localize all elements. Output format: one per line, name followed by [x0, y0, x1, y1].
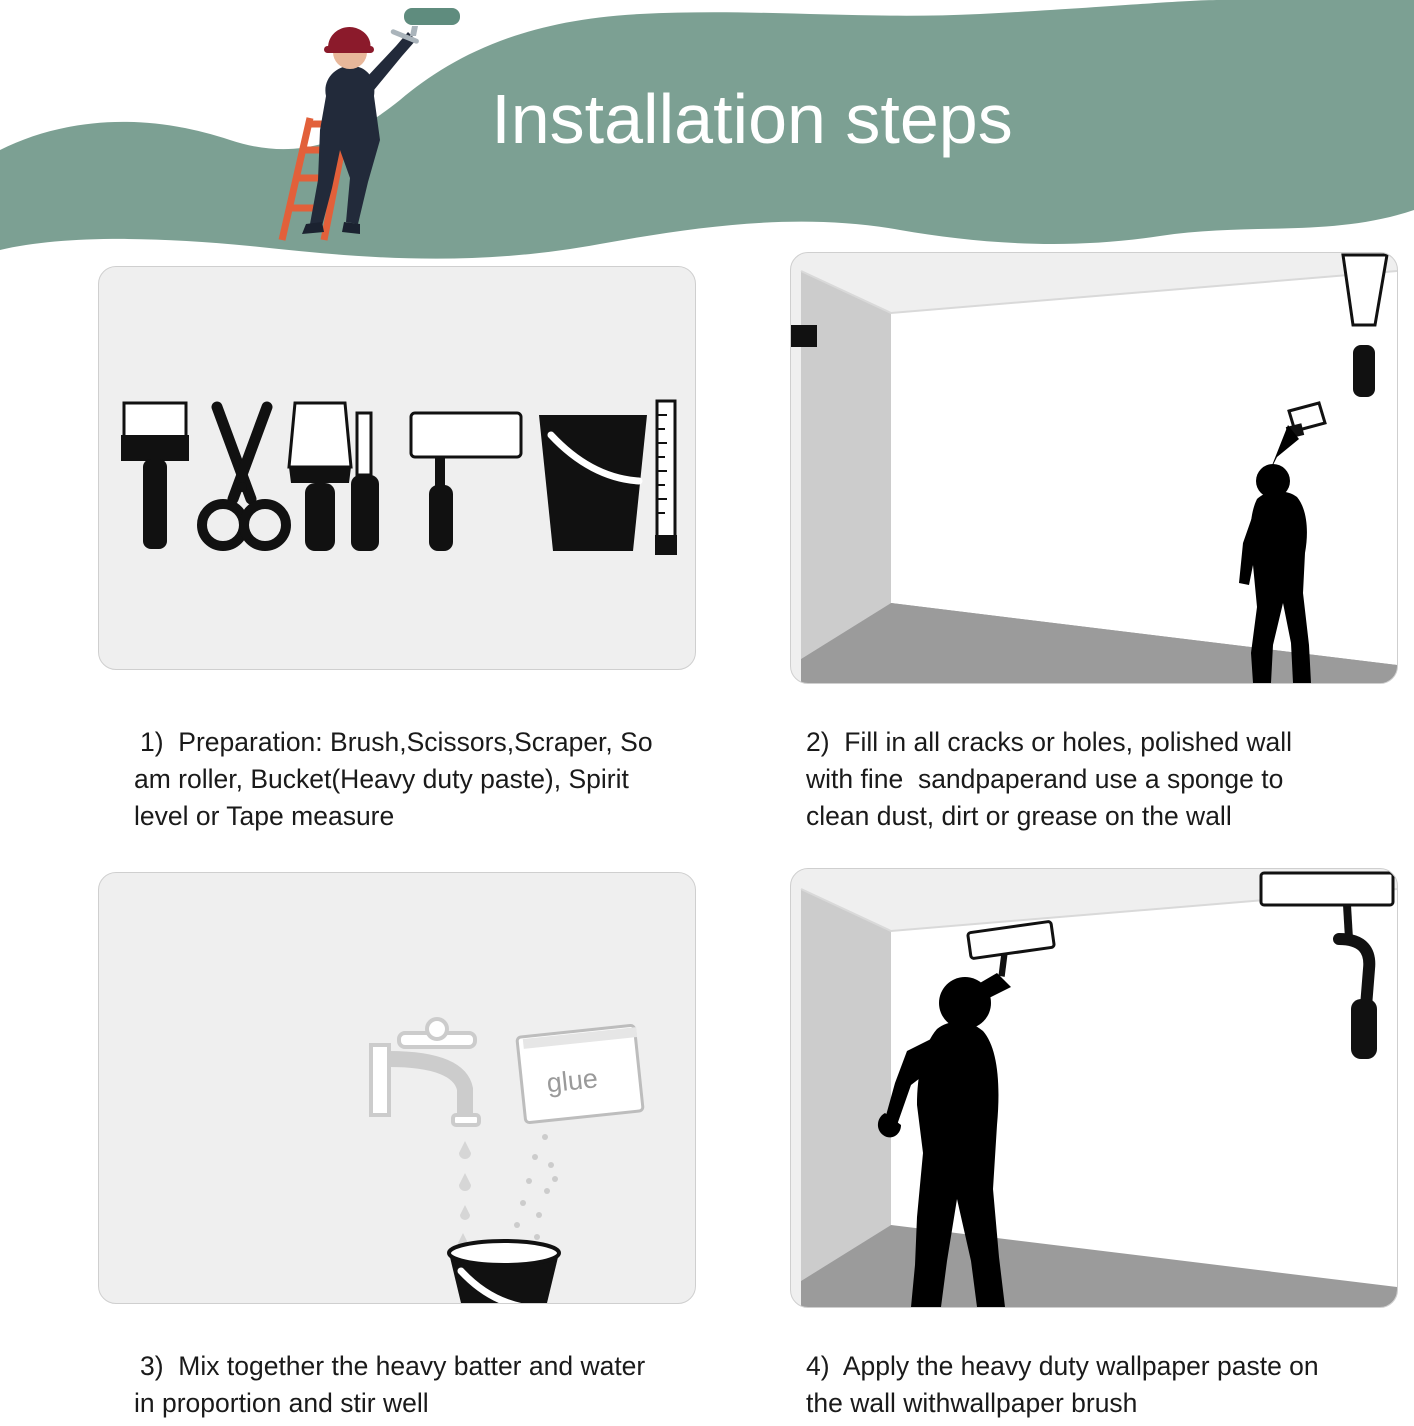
step-4-caption [806, 1348, 1406, 1422]
powder-drops-icon [514, 1134, 558, 1240]
page-title: Installation steps [491, 80, 1013, 158]
bucket-icon [449, 1241, 559, 1304]
step-2-caption [806, 724, 1406, 835]
step-3-line-2: in proportion and stir well [134, 1388, 429, 1418]
scraper-icon [289, 403, 351, 551]
step-3-line-1: 3) Mix together the heavy batter and water [140, 1351, 646, 1381]
faucet-icon [371, 1019, 479, 1125]
step-3-caption [104, 1348, 704, 1422]
paste-apply-panel [790, 868, 1398, 1308]
paint-roller-icon [411, 413, 521, 551]
step-2-line-2: with fine sandpaperand use a sponge to [806, 764, 1284, 794]
room-corner-icon [801, 271, 1397, 683]
step-4-line-2: the wall withwallpaper brush [806, 1388, 1138, 1418]
glue-packet-label: glue [545, 1063, 600, 1099]
step-1-line-3: level or Tape measure [134, 801, 395, 831]
glue-packet-icon [517, 1025, 643, 1123]
scissors-icon [202, 407, 286, 546]
paste-apply-illustration [791, 869, 1397, 1307]
mixing-illustration [99, 873, 695, 1303]
wall-prep-panel [790, 252, 1398, 684]
room-corner-icon [801, 889, 1397, 1307]
step-1-line-2: am roller, Bucket(Heavy duty paste), Spirit [134, 764, 629, 794]
header-banner [0, 0, 1414, 262]
step-2-line-3: clean dust, dirt or grease on the wall [806, 801, 1232, 831]
paint-brush-icon [121, 403, 189, 549]
utility-knife-icon [351, 413, 379, 551]
mixing-panel [98, 872, 696, 1304]
step-1-line-1: 1) Preparation: Brush,Scissors,Scraper, So [140, 727, 653, 757]
bucket-icon [539, 415, 647, 551]
water-drops-icon [458, 1141, 471, 1248]
wall-prep-illustration [791, 253, 1397, 683]
step-1-caption [104, 724, 704, 835]
step-4-line-1: 4) Apply the heavy duty wallpaper paste on [806, 1351, 1319, 1381]
tools-panel [98, 266, 696, 670]
tools-illustration [99, 267, 695, 669]
step-2-line-1: 2) Fill in all cracks or holes, polished wall [806, 727, 1293, 757]
paint-roller-icon [390, 8, 460, 44]
spirit-level-icon [655, 401, 677, 555]
